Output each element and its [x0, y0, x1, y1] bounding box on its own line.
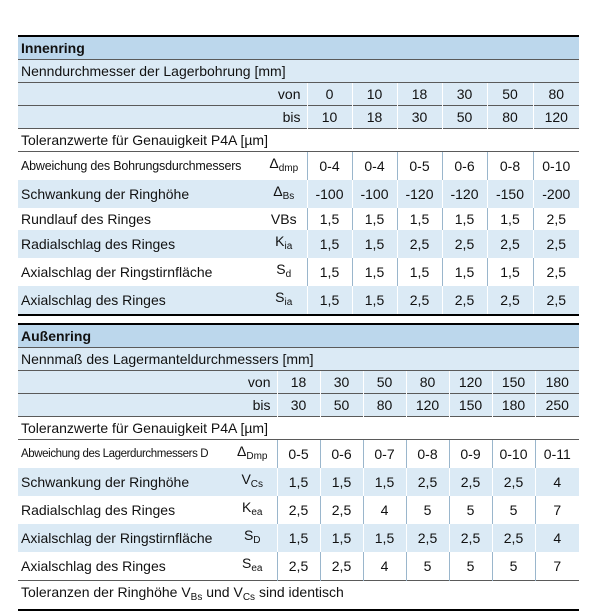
- table-row: [18, 496, 579, 524]
- value-cell: 7: [535, 496, 579, 524]
- value-cell: 5: [492, 552, 535, 581]
- row-label: Radialschlag des Ringes: [18, 496, 228, 524]
- table-row: [18, 258, 579, 286]
- aussenring-bis-cell: 180: [492, 394, 535, 417]
- row-symbol: $V_{Cs}$: [228, 468, 277, 496]
- aussenring-bis-cell: 50: [320, 394, 363, 417]
- value-cell: 2,5: [320, 552, 363, 581]
- value-cell: 2,5: [533, 208, 579, 230]
- value-cell: 4: [363, 496, 406, 524]
- value-cell: 1,5: [307, 286, 352, 315]
- value-cell: 0-9: [449, 440, 492, 469]
- value-cell: 2,5: [320, 496, 363, 524]
- aussenring-bis-cell: 30: [277, 394, 320, 417]
- innenring-von-cell: 0: [307, 83, 352, 106]
- value-cell: 1,5: [307, 258, 352, 286]
- value-cell: 1,5: [363, 468, 406, 496]
- innenring-tol-header: Toleranzwerte für Genauigkeit P4A [µm]: [18, 129, 579, 152]
- value-cell: 2,5: [492, 524, 535, 552]
- table-row: [18, 230, 579, 258]
- row-symbol: $\Delta_{Dmp}$: [228, 440, 277, 469]
- aussenring-footnote: Toleranzen der Ringhöhe $V_{Bs}$ und $V_{Cs}$ sind identisch: [18, 581, 579, 611]
- row-label: Axialschlag der Ringstirnfläche: [18, 258, 261, 286]
- innenring-von-cell: 30: [442, 83, 487, 106]
- value-cell: 1,5: [307, 230, 352, 258]
- row-label: Rundlauf des Ringes: [18, 208, 261, 230]
- aussenring-tol-header: Toleranzwerte für Genauigkeit P4A [µm]: [18, 417, 579, 440]
- table-row: [18, 286, 579, 315]
- aussenring-von-cell: 180: [535, 371, 579, 394]
- innenring-bis-cell: 30: [397, 106, 442, 129]
- value-cell: 1,5: [277, 468, 320, 496]
- innenring-bis-cell: 50: [442, 106, 487, 129]
- value-cell: 1,5: [320, 468, 363, 496]
- row-symbol: $S_{ea}$: [228, 552, 277, 581]
- innenring-bis-cell: 120: [533, 106, 579, 129]
- value-cell: -150: [487, 180, 533, 208]
- innenring-title: Innenring: [18, 36, 579, 60]
- value-cell: 5: [449, 496, 492, 524]
- row-label: Axialschlag des Ringes: [18, 552, 228, 581]
- value-cell: 0-7: [363, 440, 406, 469]
- value-cell: 0-10: [492, 440, 535, 469]
- row-label: Axialschlag des Ringes: [18, 286, 261, 315]
- value-cell: 1,5: [352, 286, 397, 315]
- aussenring-bis-cell: 150: [449, 394, 492, 417]
- aussenring-von-label: von: [18, 371, 277, 394]
- aussenring-von-cell: 80: [406, 371, 449, 394]
- value-cell: 2,5: [449, 468, 492, 496]
- aussenring-subtitle: Nennmaß des Lagermanteldurchmessers [mm]: [18, 348, 579, 371]
- value-cell: 2,5: [492, 468, 535, 496]
- row-symbol: $K_{ia}$: [261, 230, 307, 258]
- value-cell: 1,5: [397, 208, 442, 230]
- table-row: [18, 180, 579, 208]
- row-label: Abweichung des Bohrungsdurchmessers: [18, 152, 261, 181]
- innenring-subtitle: Nenndurchmesser der Lagerbohrung [mm]: [18, 60, 579, 83]
- value-cell: 1,5: [352, 208, 397, 230]
- aussenring-von-cell: 50: [363, 371, 406, 394]
- value-cell: -120: [397, 180, 442, 208]
- value-cell: 1,5: [487, 258, 533, 286]
- value-cell: 1,5: [442, 208, 487, 230]
- value-cell: 1,5: [352, 258, 397, 286]
- value-cell: 4: [535, 524, 579, 552]
- value-cell: 1,5: [320, 524, 363, 552]
- value-cell: 7: [535, 552, 579, 581]
- row-label: Schwankung der Ringhöhe: [18, 468, 228, 496]
- table-row: [18, 440, 579, 469]
- value-cell: 0-6: [442, 152, 487, 181]
- value-cell: 5: [449, 552, 492, 581]
- value-cell: 1,5: [277, 524, 320, 552]
- value-cell: -200: [533, 180, 579, 208]
- innenring-bis-cell: 10: [307, 106, 352, 129]
- value-cell: 2,5: [533, 230, 579, 258]
- table-row: [18, 552, 579, 581]
- innenring-von-cell: 10: [352, 83, 397, 106]
- value-cell: 0-5: [277, 440, 320, 469]
- value-cell: 0-4: [307, 152, 352, 181]
- value-cell: -100: [352, 180, 397, 208]
- innenring-table: [18, 35, 579, 316]
- aussenring-table: [18, 323, 579, 611]
- row-label: Schwankung der Ringhöhe: [18, 180, 261, 208]
- value-cell: 1,5: [363, 524, 406, 552]
- aussenring-von-cell: 120: [449, 371, 492, 394]
- row-label: Radialschlag des Ringes: [18, 230, 261, 258]
- value-cell: 2,5: [487, 230, 533, 258]
- row-symbol: $K_{ea}$: [228, 496, 277, 524]
- value-cell: 1,5: [307, 208, 352, 230]
- value-cell: 4: [535, 468, 579, 496]
- value-cell: 0-4: [352, 152, 397, 181]
- row-symbol: $\Delta_{dmp}$: [261, 152, 307, 181]
- value-cell: 2,5: [277, 496, 320, 524]
- value-cell: 5: [492, 496, 535, 524]
- value-cell: 2,5: [449, 524, 492, 552]
- innenring-von-label: von: [18, 83, 307, 106]
- innenring-bis-cell: 80: [487, 106, 533, 129]
- row-symbol: $S_D$: [228, 524, 277, 552]
- aussenring-bis-cell: 120: [406, 394, 449, 417]
- value-cell: 2,5: [397, 286, 442, 315]
- value-cell: 0-10: [533, 152, 579, 181]
- value-cell: 4: [363, 552, 406, 581]
- innenring-von-cell: 80: [533, 83, 579, 106]
- row-symbol: $S_d$: [261, 258, 307, 286]
- value-cell: 5: [406, 496, 449, 524]
- aussenring-bis-cell: 80: [363, 394, 406, 417]
- aussenring-title: Außenring: [18, 324, 579, 348]
- value-cell: 2,5: [442, 286, 487, 315]
- table-row: [18, 524, 579, 552]
- row-label: Abweichung des Lagerdurchmessers D: [18, 440, 228, 469]
- row-symbol: $\Delta_{Bs}$: [261, 180, 307, 208]
- innenring-bis-label: bis: [18, 106, 307, 129]
- row-symbol: $S_{ia}$: [261, 286, 307, 315]
- value-cell: 1,5: [442, 258, 487, 286]
- value-cell: 2,5: [406, 524, 449, 552]
- table-row: [18, 152, 579, 181]
- value-cell: 1,5: [352, 230, 397, 258]
- value-cell: 0-8: [487, 152, 533, 181]
- table-row: [18, 468, 579, 496]
- innenring-von-cell: 18: [397, 83, 442, 106]
- value-cell: 2,5: [533, 258, 579, 286]
- row-symbol: VBs: [261, 208, 307, 230]
- value-cell: 1,5: [487, 208, 533, 230]
- innenring-bis-cell: 18: [352, 106, 397, 129]
- value-cell: 2,5: [533, 286, 579, 315]
- aussenring-von-cell: 150: [492, 371, 535, 394]
- value-cell: -100: [307, 180, 352, 208]
- value-cell: 0-5: [397, 152, 442, 181]
- row-label: Axialschlag der Ringstirnfläche: [18, 524, 228, 552]
- value-cell: 2,5: [277, 552, 320, 581]
- value-cell: 2,5: [442, 230, 487, 258]
- value-cell: 1,5: [397, 258, 442, 286]
- value-cell: 0-6: [320, 440, 363, 469]
- innenring-von-cell: 50: [487, 83, 533, 106]
- table-row: [18, 208, 579, 230]
- value-cell: 0-8: [406, 440, 449, 469]
- value-cell: 5: [406, 552, 449, 581]
- value-cell: 2,5: [406, 468, 449, 496]
- aussenring-von-cell: 30: [320, 371, 363, 394]
- aussenring-bis-cell: 250: [535, 394, 579, 417]
- aussenring-bis-label: bis: [18, 394, 277, 417]
- aussenring-von-cell: 18: [277, 371, 320, 394]
- value-cell: -120: [442, 180, 487, 208]
- value-cell: 2,5: [397, 230, 442, 258]
- value-cell: 2,5: [487, 286, 533, 315]
- value-cell: 0-11: [535, 440, 579, 469]
